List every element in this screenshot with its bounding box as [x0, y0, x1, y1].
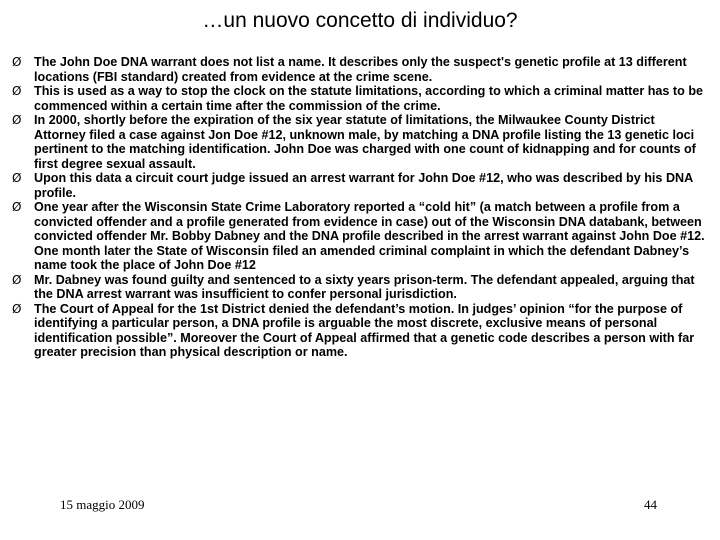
bullet-item [12, 84, 708, 113]
bullet-item [12, 273, 708, 302]
bullet-text: This is used as a way to stop the clock on the statute limitations, according to which a criminal matter has to be commenced within a certain time after the commission of the crime. [34, 84, 704, 113]
arrow-bullet-icon: Ø [12, 84, 22, 98]
bullet-item [12, 113, 708, 171]
bullet-text: Upon this data a circuit court judge issued an arrest warrant for John Doe #12, who was described by his DNA profile. [34, 171, 693, 200]
slide-title: …un nuovo concetto di individuo? [202, 9, 518, 32]
arrow-bullet-icon: Ø [12, 113, 22, 127]
footer-date: 15 maggio 2009 [60, 497, 145, 512]
bullet-item [12, 55, 708, 84]
bullet-text: In 2000, shortly before the expiration of the six year statute of limitations, the Milwaukee County District Attorney filed a case against Jon Doe #12, unknown male, by matching a DNA profile listing the 13 genetic loci pertinent to the matching identification. John Doe was charged with one count of kidnapping and for counts of first degree sexual assault. [34, 113, 696, 171]
page-number: 44 [644, 497, 657, 512]
bullet-text: Mr. Dabney was found guilty and sentenced to a sixty years prison-term. The defendant appealed, arguing that the DNA arrest warrant was insufficient to confer personal jurisdiction. [34, 272, 695, 301]
arrow-bullet-icon: Ø [12, 272, 22, 287]
bullet-text: One year after the Wisconsin State Crime Laboratory reported a “cold hit” (a match between a profile from a convicted offender and a profile generated from evidence in case) out of the Wisconsin DNA databank, between convicted offender Mr. Bobby Dabney and the DNA profile described in the arrest warrant against John Doe #12. One month later the State of Wisconsin filed an amended criminal complaint in which the defendant Dabney’s name took the place of John Doe #12 [34, 200, 705, 272]
bullet-text: The John Doe DNA warrant does not list a name. It describes only the suspect's genetic profile at 13 different locations (FBI standard) created from evidence at the crime scene. [34, 55, 687, 84]
bullet-text: The Court of Appeal for the 1st District denied the defendant’s motion. In judges’ opinion “for the purpose of identifying a particular person, a DNA profile is arguable the most discrete, exclusive means of personal identification possible”. Moreover the Court of Appeal affirmed that a genetic code describes a person with far greater precision than physical description or name. [34, 301, 695, 359]
arrow-bullet-icon: Ø [12, 171, 22, 185]
bullet-item [12, 302, 708, 360]
bullet-list [12, 55, 708, 360]
arrow-bullet-icon: Ø [12, 301, 22, 316]
arrow-bullet-icon: Ø [12, 200, 22, 214]
bullet-item [12, 200, 708, 273]
bullet-item [12, 171, 708, 200]
arrow-bullet-icon: Ø [12, 55, 22, 69]
